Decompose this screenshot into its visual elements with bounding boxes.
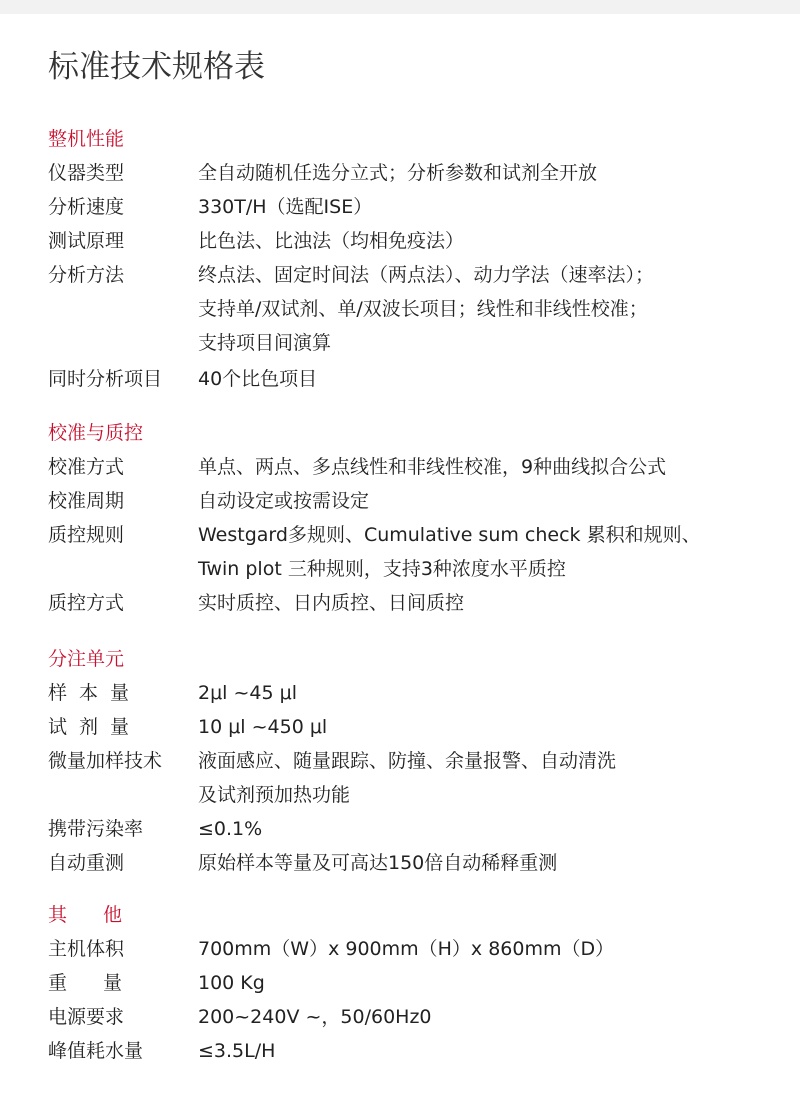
spec-value-instrument-type: 全自动随机任选分立式；分析参数和试剂全开放: [198, 162, 598, 184]
spec-value-main-unit-size: 700mm（W）x 900mm（H）x 860mm（D）: [198, 938, 615, 960]
spec-value-calibration-cycle: 自动设定或按需设定: [198, 490, 370, 512]
spec-value-calibration-mode: 单点、两点、多点线性和非线性校准，9种曲线拟合公式: [198, 456, 667, 478]
spec-value-analysis-speed: 330T/H（选配ISE）: [198, 196, 373, 218]
section-heading-calibration-qc: 校准与质控: [48, 422, 144, 444]
spec-value-qc-rules-line2: Twin plot 三种规则，支持3种浓度水平质控: [198, 558, 566, 580]
spec-value-peak-water-consumption: ≤3.5L/H: [198, 1040, 276, 1062]
spec-value-qc-mode: 实时质控、日内质控、日间质控: [198, 592, 465, 614]
spec-value-carryover-rate: ≤0.1%: [198, 818, 263, 840]
spec-value-micro-sampling-line2: 及试剂预加热功能: [198, 784, 351, 806]
spec-value-auto-retest: 原始样本等量及可高达150倍自动稀释重测: [198, 852, 558, 874]
spec-label-power-requirement: 电源要求: [48, 1006, 125, 1028]
spec-label-calibration-mode: 校准方式: [48, 456, 125, 478]
spec-value-analysis-method-line2: 支持单/双试剂、单/双波长项目；线性和非线性校准；: [198, 298, 648, 320]
spec-value-power-requirement: 200~240V ~，50/60Hz0: [198, 1006, 432, 1028]
spec-label-micro-sampling: 微量加样技术: [48, 750, 163, 772]
spec-label-qc-mode: 质控方式: [48, 592, 125, 614]
section-heading-other: 其他: [48, 904, 159, 926]
spec-label-reagent-volume: 试剂量: [48, 716, 142, 738]
spec-label-qc-rules: 质控规则: [48, 524, 125, 546]
spec-label-weight: 重量: [48, 972, 159, 994]
page-title: 标准技术规格表: [48, 49, 265, 85]
spec-value-weight: 100 Kg: [198, 972, 265, 994]
spec-label-simultaneous-items: 同时分析项目: [48, 368, 163, 390]
spec-value-sample-volume: 2μl ~45 μl: [198, 682, 297, 704]
spec-label-carryover-rate: 携带污染率: [48, 818, 144, 840]
section-heading-performance: 整机性能: [48, 128, 125, 150]
spec-label-analysis-method: 分析方法: [48, 264, 125, 286]
spec-label-analysis-speed: 分析速度: [48, 196, 125, 218]
spec-value-analysis-method-line1: 终点法、固定时间法（两点法）、动力学法（速率法）；: [198, 264, 655, 286]
spec-value-qc-rules-line1: Westgard多规则、Cumulative sum check 累积和规则、: [198, 524, 701, 546]
spec-label-main-unit-size: 主机体积: [48, 938, 125, 960]
spec-label-auto-retest: 自动重测: [48, 852, 125, 874]
spec-value-reagent-volume: 10 μl ~450 μl: [198, 716, 328, 738]
spec-value-simultaneous-items: 40个比色项目: [198, 368, 318, 390]
spec-label-sample-volume: 样本量: [48, 682, 142, 704]
spec-label-test-principle: 测试原理: [48, 230, 125, 252]
spec-value-analysis-method-line3: 支持项目间演算: [198, 332, 332, 354]
spec-label-calibration-cycle: 校准周期: [48, 490, 125, 512]
spec-label-peak-water-consumption: 峰值耗水量: [48, 1040, 144, 1062]
section-heading-dispensing: 分注单元: [48, 648, 125, 670]
spec-label-instrument-type: 仪器类型: [48, 162, 125, 184]
top-band: [0, 0, 800, 14]
spec-value-micro-sampling-line1: 液面感应、随量跟踪、防撞、余量报警、自动清洗: [198, 750, 617, 772]
spec-value-test-principle: 比色法、比浊法（均相免疫法）: [198, 230, 465, 252]
